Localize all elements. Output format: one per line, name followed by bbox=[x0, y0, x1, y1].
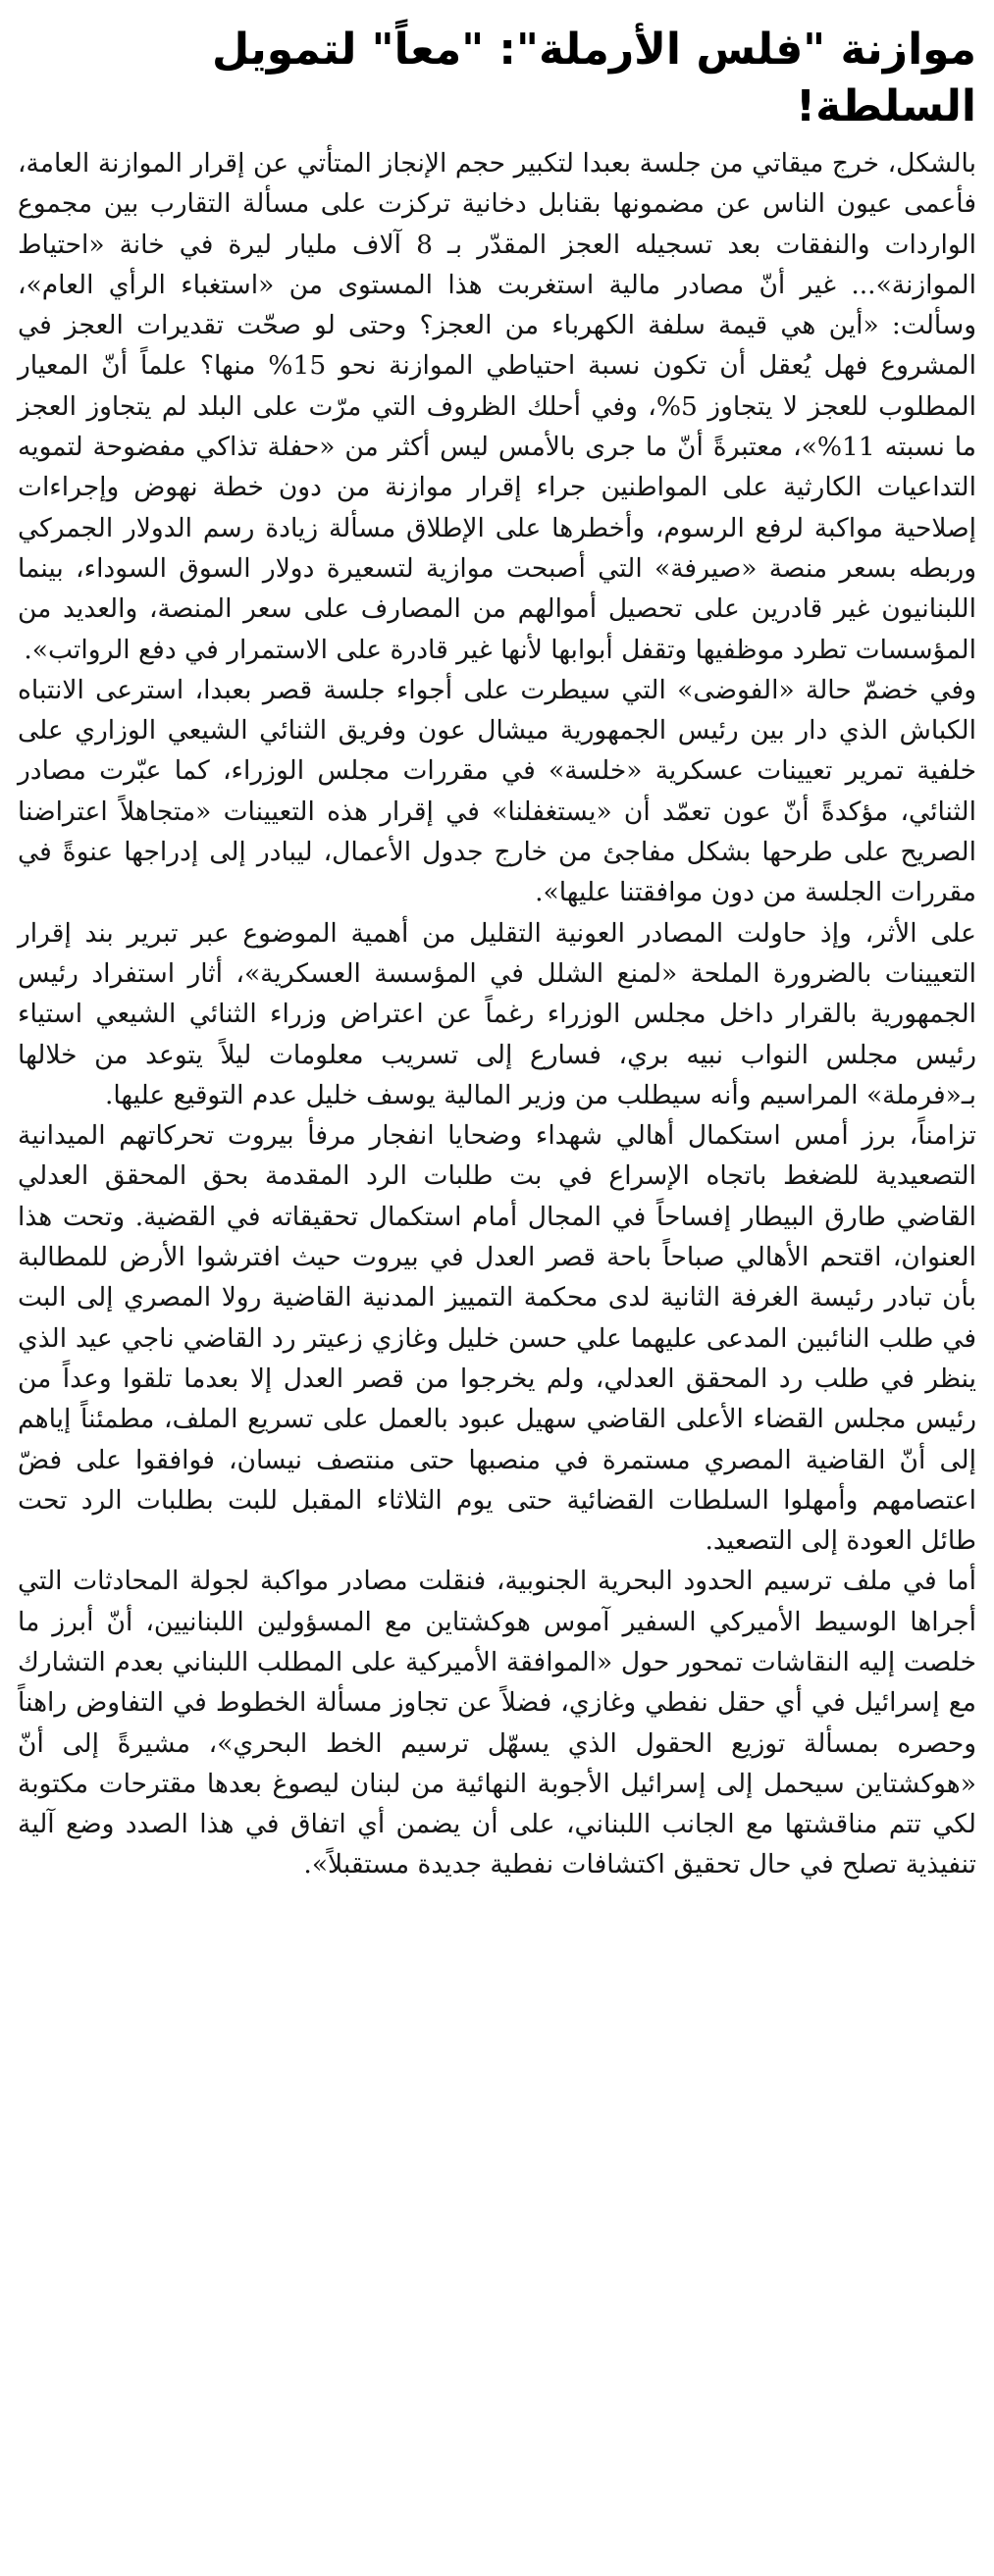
article-body bbox=[18, 143, 976, 1885]
article-paragraph: على الأثر، وإذ حاولت المصادر العونية التقليل من أهمية الموضوع عبر تبرير بند إقرار التعيينات بالضرورة الملحة «لمنع الشلل في المؤسسة العسكرية»، أثار استفراد رئيس الجمهورية بالقرار داخل مجلس الوزراء رغماً عن اعتراض وزراء الثنائي الشيعي استياء رئيس مجلس النواب نبيه بري، فسارع إلى تسريب معلومات ليلاً يتوعد من خلالها بـ«فرملة» المراسيم وأنه سيطلب من وزير المالية يوسف خليل عدم التوقيع عليها. bbox=[18, 917, 976, 1110]
article-paragraph: وفي خضمّ حالة «الفوضى» التي سيطرت على أجواء جلسة قصر بعبدا، استرعى الانتباه الكباش الذي دار بين رئيس الجمهورية ميشال عون وفريق الثنائي الشيعي الوزاري على خلفية تمرير تعيينات عسكرية «خلسة» في مقررات مجلس الوزراء، كما عبّرت مصادر الثنائي، مؤكدةً أنّ عون تعمّد أن «يستغفلنا» في إقرار هذه التعيينات «متجاهلاً اعتراضنا الصريح على طرحها بشكل مفاجئ من خارج جدول الأعمال، ليبادر إلى إدراجها عنوةً في مقررات الجلسة من دون موافقتنا عليها». bbox=[18, 674, 976, 908]
article-paragraph: بالشكل، خرج ميقاتي من جلسة بعبدا لتكبير حجم الإنجاز المتأتي عن إقرار الموازنة العامة، فأعمى عيون الناس عن مضمونها بقنابل دخانية تركزت على مسألة التقارب بين مجموع الواردات والنفقات بعد تسجيله العجز المقدّر بـ 8 آلاف مليار ليرة في خانة «احتياط الموازنة»... غير أنّ مصادر مالية استغربت هذا المستوى من «استغباء الرأي العام»، وسألت: «أين هي قيمة سلفة الكهرباء من العجز؟ وحتى لو صحّت تقديرات العجز في المشروع فهل يُعقل أن تكون نسبة احتياطي الموازنة نحو 15% منها؟ علماً أنّ المعيار المطلوب للعجز لا يتجاوز 5%، وفي أحلك الظروف التي مرّت على البلد لم يتجاوز العجز ما نسبته 11%»، معتبرةً أنّ ما جرى بالأمس ليس أكثر من «حفلة تذاكي مفضوحة لتمويه التداعيات الكارثية على المواطنين جراء إقرار موازنة من دون خطة نهوض وإجراءات إصلاحية مواكبة لرفع الرسوم، وأخطرها على الإطلاق مسألة زيادة رسم الدولار الجمركي وربطه بسعر منصة «صيرفة» التي أصبحت موازية لتسعيرة دولار السوق السوداء، بينما اللبنانيون غير قادرين على تحصيل أموالهم من المصارف على سعر المنصة، والعديد من المؤسسات تطرد موظفيها وتقفل أبوابها لأنها غير قادرة على الاستمرار في دفع الرواتب». bbox=[18, 148, 976, 665]
article-paragraph: تزامناً، برز أمس استكمال أهالي شهداء وضحايا انفجار مرفأ بيروت تحركاتهم الميدانية التصعيدية للضغط باتجاه الإسراع في بت طلبات الرد المقدمة بحق المحقق العدلي القاضي طارق البيطار إفساحاً في المجال أمام استكمال تحقيقاته في القضية. وتحت هذا العنوان، اقتحم الأهالي صباحاً باحة قصر العدل في بيروت حيث افترشوا الأرض للمطالبة بأن تبادر رئيسة الغرفة الثانية لدى محكمة التمييز المدنية القاضية رولا المصري إلى البت في طلب النائبين المدعى عليهما علي حسن خليل وغازي زعيتر رد القاضي ناجي عيد الذي ينظر في طلب رد المحقق العدلي، ولم يخرجوا من قصر العدل إلا بعدما تلقوا وعداً من رئيس مجلس القضاء الأعلى القاضي سهيل عبود بالعمل على تسريع الملف، مطمئناً إياهم إلى أنّ القاضية المصري مستمرة في منصبها حتى منتصف نيسان، فوافقوا على فضّ اعتصامهم وأمهلوا السلطات القضائية حتى يوم الثلاثاء المقبل للبت بطلبات الرد تحت طائل العودة إلى التصعيد. bbox=[18, 1120, 976, 1557]
article-paragraph: أما في ملف ترسيم الحدود البحرية الجنوبية، فنقلت مصادر مواكبة لجولة المحادثات التي أجراها الوسيط الأميركي السفير آموس هوكشتاين مع المسؤولين اللبنانيين، أنّ أبرز ما خلصت إليه النقاشات تمحور حول «الموافقة الأميركية على المطلب اللبناني بعدم التشارك مع إسرائيل في أي حقل نفطي وغازي، فضلاً عن تجاوز مسألة الخطوط في التفاوض راهناً وحصره بمسألة توزيع الحقول الذي يسهّل ترسيم الخط البحري»، مشيرةً إلى أنّ «هوكشتاين سيحمل إلى إسرائيل الأجوبة النهائية من لبنان ليصوغ بعدها مقترحات مكتوبة لكي تتم مناقشتها مع الجانب اللبناني، على أن يضمن أي اتفاق في هذا الصدد وضع آلية تنفيذية تصلح في حال تحقيق اكتشافات نفطية جديدة مستقبلاً». bbox=[18, 1566, 976, 1880]
article-headline: موازنة "فلس الأرملة": "معاً" لتمويل السلطة! bbox=[211, 25, 976, 131]
